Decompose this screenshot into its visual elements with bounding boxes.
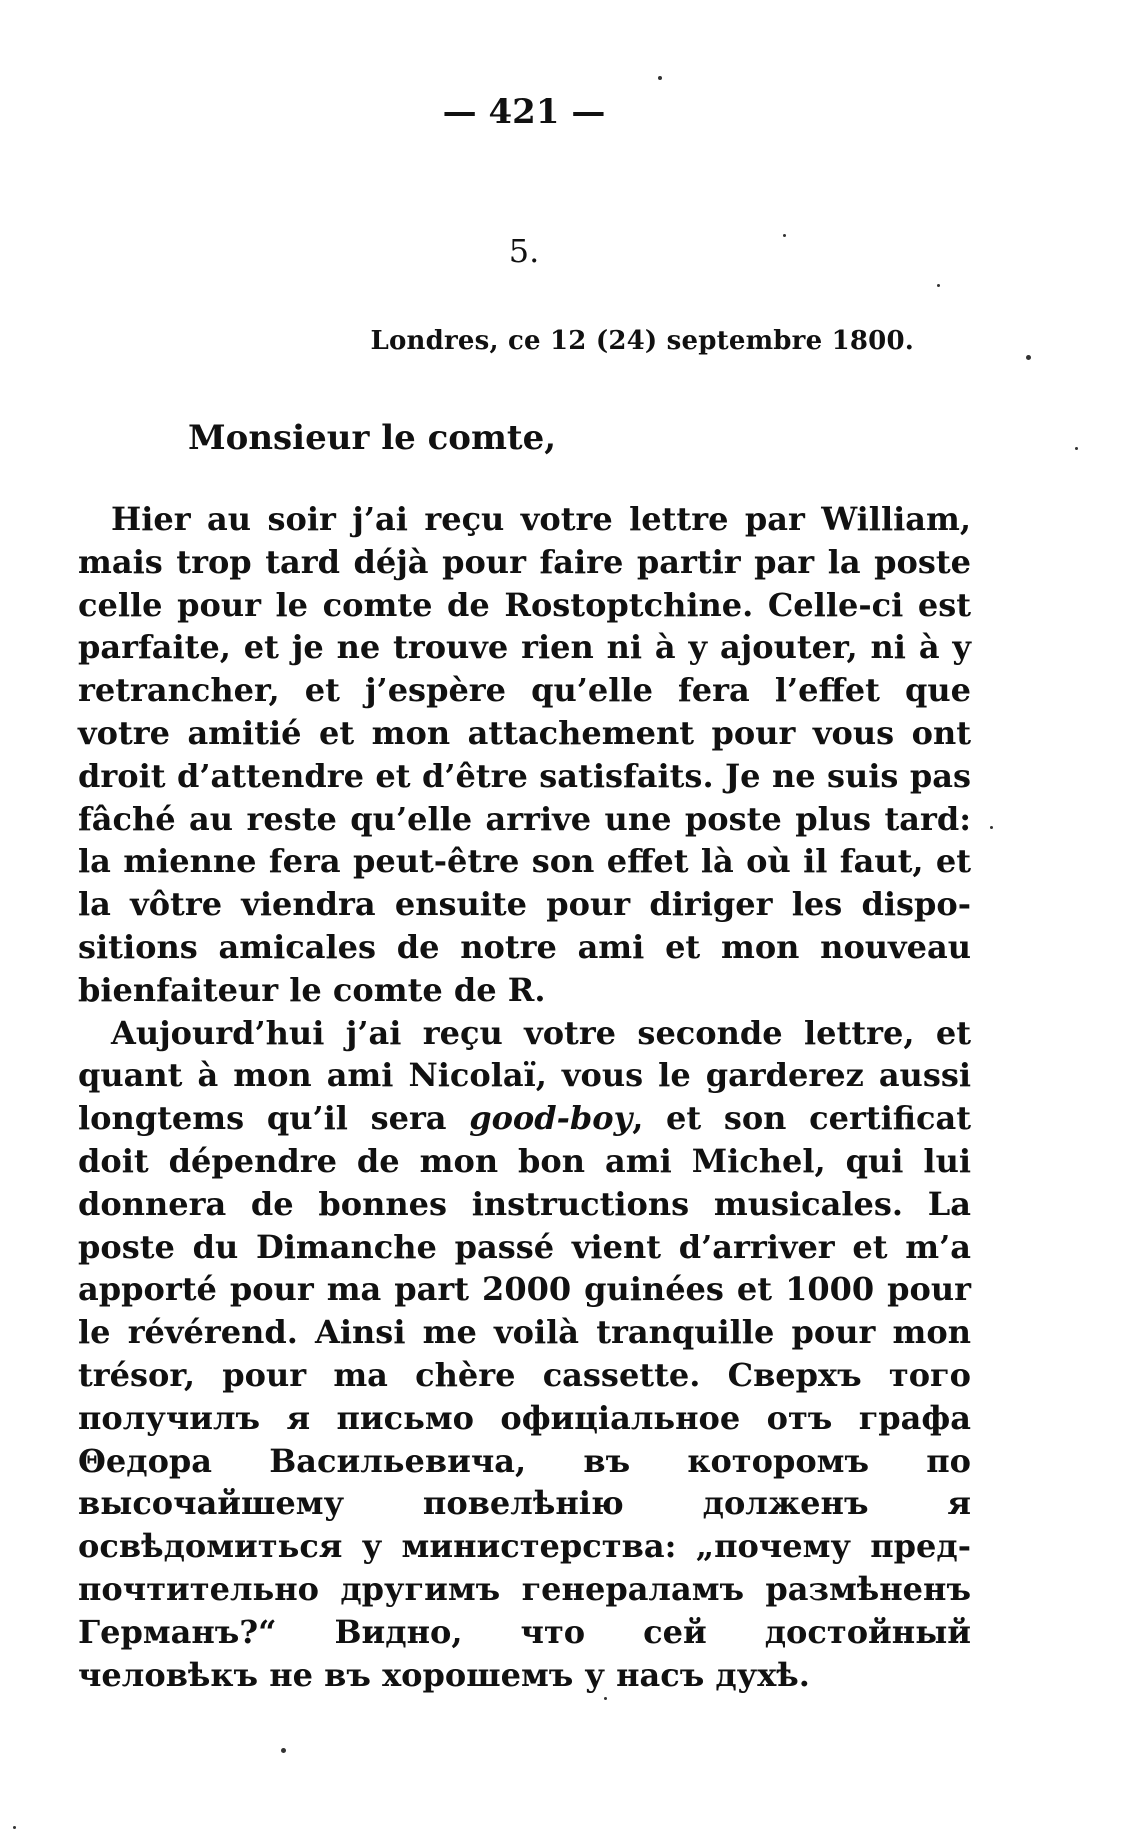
letter-body	[78, 498, 971, 1696]
scan-speck	[604, 1697, 607, 1700]
paragraph-2-text-middle: , et son certificat doit dépendre de mon bon ami Michel, qui lui donnera de bonnes instructions musicales. La poste du Dimanche passé vient d’arriver et m’a apporté pour ma part 2000 guinées et 1000 pour le révérend. Ainsi me voilà tranquille pour mon trésor, pour ma chère cassette.	[78, 1099, 971, 1394]
letter-number: 5.	[508, 232, 540, 270]
scan-speck	[1075, 447, 1078, 450]
scan-speck	[783, 234, 786, 237]
paragraph-2-text-start: Aujourd’hui j’ai reçu votre seconde lettre, et quant à mon ami Nicolaï, vous le garderez aussi longtems qu’il sera	[78, 1013, 971, 1138]
dateline: Londres, ce 12 (24) septembre 1800.	[370, 326, 914, 356]
paragraph-2-russian-text: Сверхъ того получилъ я письмо офиціальное отъ графа Θедора Васильевича, въ которомъ по высочайшему повелѣнію долженъ я освѣдомиться у министерства: „почему предпочтительно другимъ генераламъ размѣненъ Германъ?“ Видно, что сей достойный человѣкъ не въ хорошемъ у насъ духѣ.	[78, 1355, 972, 1694]
scan-speck	[281, 1748, 286, 1753]
scan-speck	[937, 284, 940, 287]
scan-speck	[1026, 355, 1031, 360]
scan-speck	[13, 1826, 16, 1829]
paragraph-2	[78, 1012, 971, 1697]
italic-phrase: good-boy	[469, 1099, 633, 1138]
scan-speck	[990, 826, 993, 829]
scan-speck	[658, 76, 662, 80]
paragraph-1: Hier au soir j’ai reçu votre lettre par William, mais trop tard déjà pour faire partir par la poste celle pour le comte de Rostoptchine. Celle-ci est parfaite, et je ne trouve rien ni à y ajouter, ni à y retrancher, et j’espère qu’elle fera l’effet que votre amitié et mon attachement pour vous ont droit d’attendre et d’être satisfaits. Je ne suis pas fâché au reste qu’elle arrive une poste plus tard: la mienne fera peut-être son effet là où il faut, et la vôtre viendra ensuite pour diriger les dispositions amicales de notre ami et mon nouveau bienfaiteur le comte de R.	[78, 500, 971, 1009]
page-number: — 421 —	[442, 92, 606, 132]
salutation: Monsieur le comte,	[188, 418, 557, 458]
